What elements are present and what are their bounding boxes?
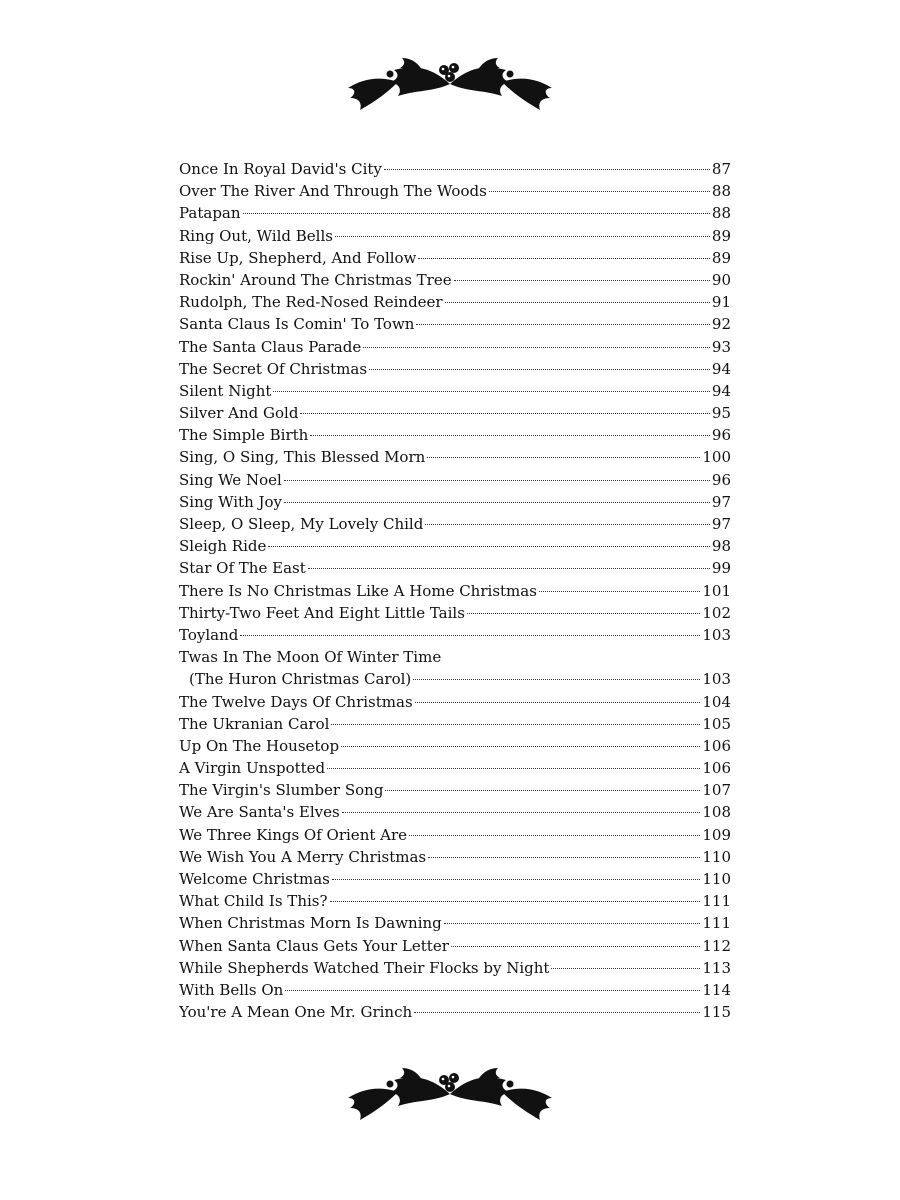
dot-leader bbox=[327, 768, 700, 769]
toc-entry bbox=[179, 225, 731, 247]
toc-entry-title: With Bells On bbox=[179, 980, 284, 999]
dot-leader bbox=[489, 191, 710, 192]
toc-entry-title: Sing, O Sing, This Blessed Morn bbox=[179, 448, 426, 467]
toc-entry-title: Star Of The East bbox=[179, 559, 306, 578]
toc-entry-page: 110 bbox=[702, 847, 731, 866]
toc-entry bbox=[179, 535, 731, 557]
toc-entry-page: 108 bbox=[702, 803, 731, 822]
dot-leader bbox=[330, 901, 701, 902]
toc-entry bbox=[179, 824, 731, 846]
toc-entry bbox=[179, 1001, 731, 1023]
dot-leader bbox=[551, 968, 700, 969]
toc-entry-title: When Christmas Morn Is Dawning bbox=[179, 914, 442, 933]
toc-entry bbox=[179, 247, 731, 269]
toc-entry bbox=[179, 602, 731, 624]
toc-entry-page: 89 bbox=[711, 248, 731, 267]
toc-entry-title: The Secret Of Christmas bbox=[179, 359, 368, 378]
toc-entry bbox=[179, 691, 731, 713]
toc-entry-title: (The Huron Christmas Carol) bbox=[189, 670, 412, 689]
toc-entry-page: 91 bbox=[711, 293, 731, 312]
toc-entry-page: 102 bbox=[702, 603, 731, 622]
table-of-contents bbox=[179, 158, 731, 1023]
toc-entry bbox=[179, 424, 731, 446]
toc-entry bbox=[179, 469, 731, 491]
dot-leader bbox=[342, 812, 701, 813]
dot-leader bbox=[284, 480, 710, 481]
toc-entry-page: 105 bbox=[702, 714, 731, 733]
toc-entry-page: 94 bbox=[711, 381, 731, 400]
toc-entry-page: 114 bbox=[702, 980, 731, 999]
toc-entry bbox=[179, 868, 731, 890]
dot-leader bbox=[416, 324, 709, 325]
toc-entry-page: 109 bbox=[702, 825, 731, 844]
dot-leader bbox=[413, 679, 700, 680]
toc-entry-page: 111 bbox=[702, 892, 731, 911]
dot-leader bbox=[308, 568, 710, 569]
toc-entry-page: 104 bbox=[702, 692, 731, 711]
toc-entry-title: A Virgin Unspotted bbox=[179, 759, 326, 778]
toc-entry bbox=[179, 624, 731, 646]
toc-entry-title: We Are Santa's Elves bbox=[179, 803, 340, 822]
toc-entry-title: When Santa Claus Gets Your Letter bbox=[179, 936, 449, 955]
dot-leader bbox=[273, 391, 709, 392]
toc-entry-title: Thirty-Two Feet And Eight Little Tails bbox=[179, 603, 465, 622]
toc-entry bbox=[179, 180, 731, 202]
toc-entry bbox=[179, 358, 731, 380]
toc-entry-page: 99 bbox=[711, 559, 731, 578]
dot-leader bbox=[385, 790, 700, 791]
toc-entry-page: 96 bbox=[711, 426, 731, 445]
toc-entry-title: Sleigh Ride bbox=[179, 537, 267, 556]
toc-entry bbox=[179, 935, 731, 957]
toc-entry bbox=[179, 801, 731, 823]
dot-leader bbox=[467, 613, 700, 614]
toc-entry bbox=[179, 646, 731, 668]
toc-entry-title: The Simple Birth bbox=[179, 426, 309, 445]
toc-entry bbox=[179, 446, 731, 468]
toc-entry-page: 101 bbox=[702, 581, 731, 600]
toc-entry-title: Over The River And Through The Woods bbox=[179, 182, 487, 201]
dot-leader bbox=[444, 923, 701, 924]
toc-entry bbox=[179, 158, 731, 180]
toc-entry-page: 96 bbox=[711, 470, 731, 489]
toc-entry-title: We Wish You A Merry Christmas bbox=[179, 847, 427, 866]
dot-leader bbox=[310, 435, 710, 436]
toc-entry-page: 88 bbox=[711, 204, 731, 223]
toc-entry bbox=[179, 735, 731, 757]
toc-entry-title: Silver And Gold bbox=[179, 404, 299, 423]
toc-entry-page: 98 bbox=[711, 537, 731, 556]
dot-leader bbox=[240, 635, 700, 636]
toc-entry bbox=[179, 580, 731, 602]
dot-leader bbox=[369, 369, 710, 370]
toc-entry-title: Santa Claus Is Comin' To Town bbox=[179, 315, 415, 334]
dot-leader bbox=[445, 302, 710, 303]
toc-entry-title: There Is No Christmas Like A Home Christmas bbox=[179, 581, 537, 600]
dot-leader bbox=[425, 524, 710, 525]
dot-leader bbox=[268, 546, 710, 547]
toc-entry-title: Patapan bbox=[179, 204, 241, 223]
toc-entry-title: Welcome Christmas bbox=[179, 870, 330, 888]
dot-leader bbox=[285, 990, 700, 991]
toc-entry-title: While Shepherds Watched Their Flocks by Night bbox=[179, 958, 550, 977]
dot-leader bbox=[428, 857, 700, 858]
toc-entry-title: The Twelve Days Of Christmas bbox=[179, 692, 413, 711]
toc-entry-title: You're A Mean One Mr. Grinch bbox=[179, 1003, 413, 1022]
holly-ornament-bottom-icon bbox=[320, 1064, 580, 1124]
toc-entry-title: Sing With Joy bbox=[179, 492, 283, 511]
toc-entry-title: The Santa Claus Parade bbox=[179, 337, 362, 356]
toc-entry bbox=[179, 491, 731, 513]
dot-leader bbox=[539, 591, 700, 592]
toc-entry bbox=[179, 912, 731, 934]
toc-entry-page: 87 bbox=[711, 160, 731, 178]
toc-entry-page: 107 bbox=[702, 781, 731, 800]
toc-entry-title: Silent Night bbox=[179, 381, 272, 400]
toc-entry bbox=[179, 668, 731, 690]
toc-entry bbox=[179, 402, 731, 424]
toc-entry-title: The Ukranian Carol bbox=[179, 714, 330, 733]
dot-leader bbox=[341, 746, 700, 747]
toc-entry bbox=[179, 202, 731, 224]
dot-leader bbox=[454, 280, 710, 281]
dot-leader bbox=[331, 724, 700, 725]
dot-leader bbox=[284, 502, 710, 503]
toc-entry-page: 95 bbox=[711, 404, 731, 423]
toc-entry-page: 97 bbox=[711, 492, 731, 511]
toc-entry-page: 103 bbox=[702, 625, 731, 644]
toc-entry-page: 113 bbox=[702, 958, 731, 977]
holly-ornament-top-icon bbox=[320, 54, 580, 114]
toc-entry-page: 110 bbox=[702, 870, 731, 888]
toc-entry-page: 115 bbox=[702, 1003, 731, 1022]
toc-entry-page: 97 bbox=[711, 515, 731, 533]
dot-leader bbox=[427, 457, 700, 458]
toc-entry bbox=[179, 779, 731, 801]
dot-leader bbox=[243, 213, 710, 214]
dot-leader bbox=[451, 946, 700, 947]
toc-entry-page: 106 bbox=[702, 759, 731, 778]
toc-entry bbox=[179, 380, 731, 402]
toc-entry bbox=[179, 513, 731, 535]
toc-entry-title: Toyland bbox=[179, 625, 239, 644]
toc-entry bbox=[179, 957, 731, 979]
dot-leader bbox=[335, 236, 710, 237]
dot-leader bbox=[363, 347, 710, 348]
toc-entry-page: 89 bbox=[711, 226, 731, 245]
dot-leader bbox=[332, 879, 700, 880]
toc-entry bbox=[179, 979, 731, 1001]
toc-entry-title: Rise Up, Shepherd, And Follow bbox=[179, 248, 417, 267]
toc-entry bbox=[179, 291, 731, 313]
toc-entry-page: 100 bbox=[702, 448, 731, 467]
toc-entry-title: Ring Out, Wild Bells bbox=[179, 226, 333, 245]
toc-entry-title: What Child Is This? bbox=[179, 892, 328, 911]
toc-entry-title: Once In Royal David's City bbox=[179, 160, 382, 178]
dot-leader bbox=[384, 169, 710, 170]
toc-entry-title: Rudolph, The Red-Nosed Reindeer bbox=[179, 293, 443, 312]
toc-entry-title: We Three Kings Of Orient Are bbox=[179, 825, 408, 844]
toc-entry-page: 93 bbox=[711, 337, 731, 356]
toc-entry-page: 103 bbox=[702, 670, 731, 689]
toc-entry bbox=[179, 269, 731, 291]
toc-entry bbox=[179, 890, 731, 912]
dot-leader bbox=[414, 1012, 700, 1013]
toc-entry bbox=[179, 313, 731, 335]
dot-leader bbox=[409, 835, 700, 836]
toc-entry-page: 106 bbox=[702, 736, 731, 755]
toc-entry-page: 111 bbox=[702, 914, 731, 933]
toc-entry-page: 88 bbox=[711, 182, 731, 201]
toc-entry bbox=[179, 713, 731, 735]
toc-entry bbox=[179, 557, 731, 579]
toc-entry-page: 92 bbox=[711, 315, 731, 334]
toc-entry-title: Rockin' Around The Christmas Tree bbox=[179, 270, 452, 289]
toc-entry-page: 112 bbox=[702, 936, 731, 955]
toc-entry-page: 90 bbox=[711, 270, 731, 289]
toc-entry bbox=[179, 336, 731, 358]
toc-entry-title: Sing We Noel bbox=[179, 470, 282, 489]
toc-entry bbox=[179, 757, 731, 779]
dot-leader bbox=[300, 413, 709, 414]
toc-entry-title: Twas In The Moon Of Winter Time bbox=[179, 648, 442, 667]
toc-entry bbox=[179, 846, 731, 868]
toc-entry-page: 94 bbox=[711, 359, 731, 378]
toc-entry-title: Up On The Housetop bbox=[179, 736, 340, 755]
toc-entry-title: Sleep, O Sleep, My Lovely Child bbox=[179, 515, 424, 533]
dot-leader bbox=[415, 702, 701, 703]
toc-entry-title: The Virgin's Slumber Song bbox=[179, 781, 384, 800]
dot-leader bbox=[418, 258, 709, 259]
